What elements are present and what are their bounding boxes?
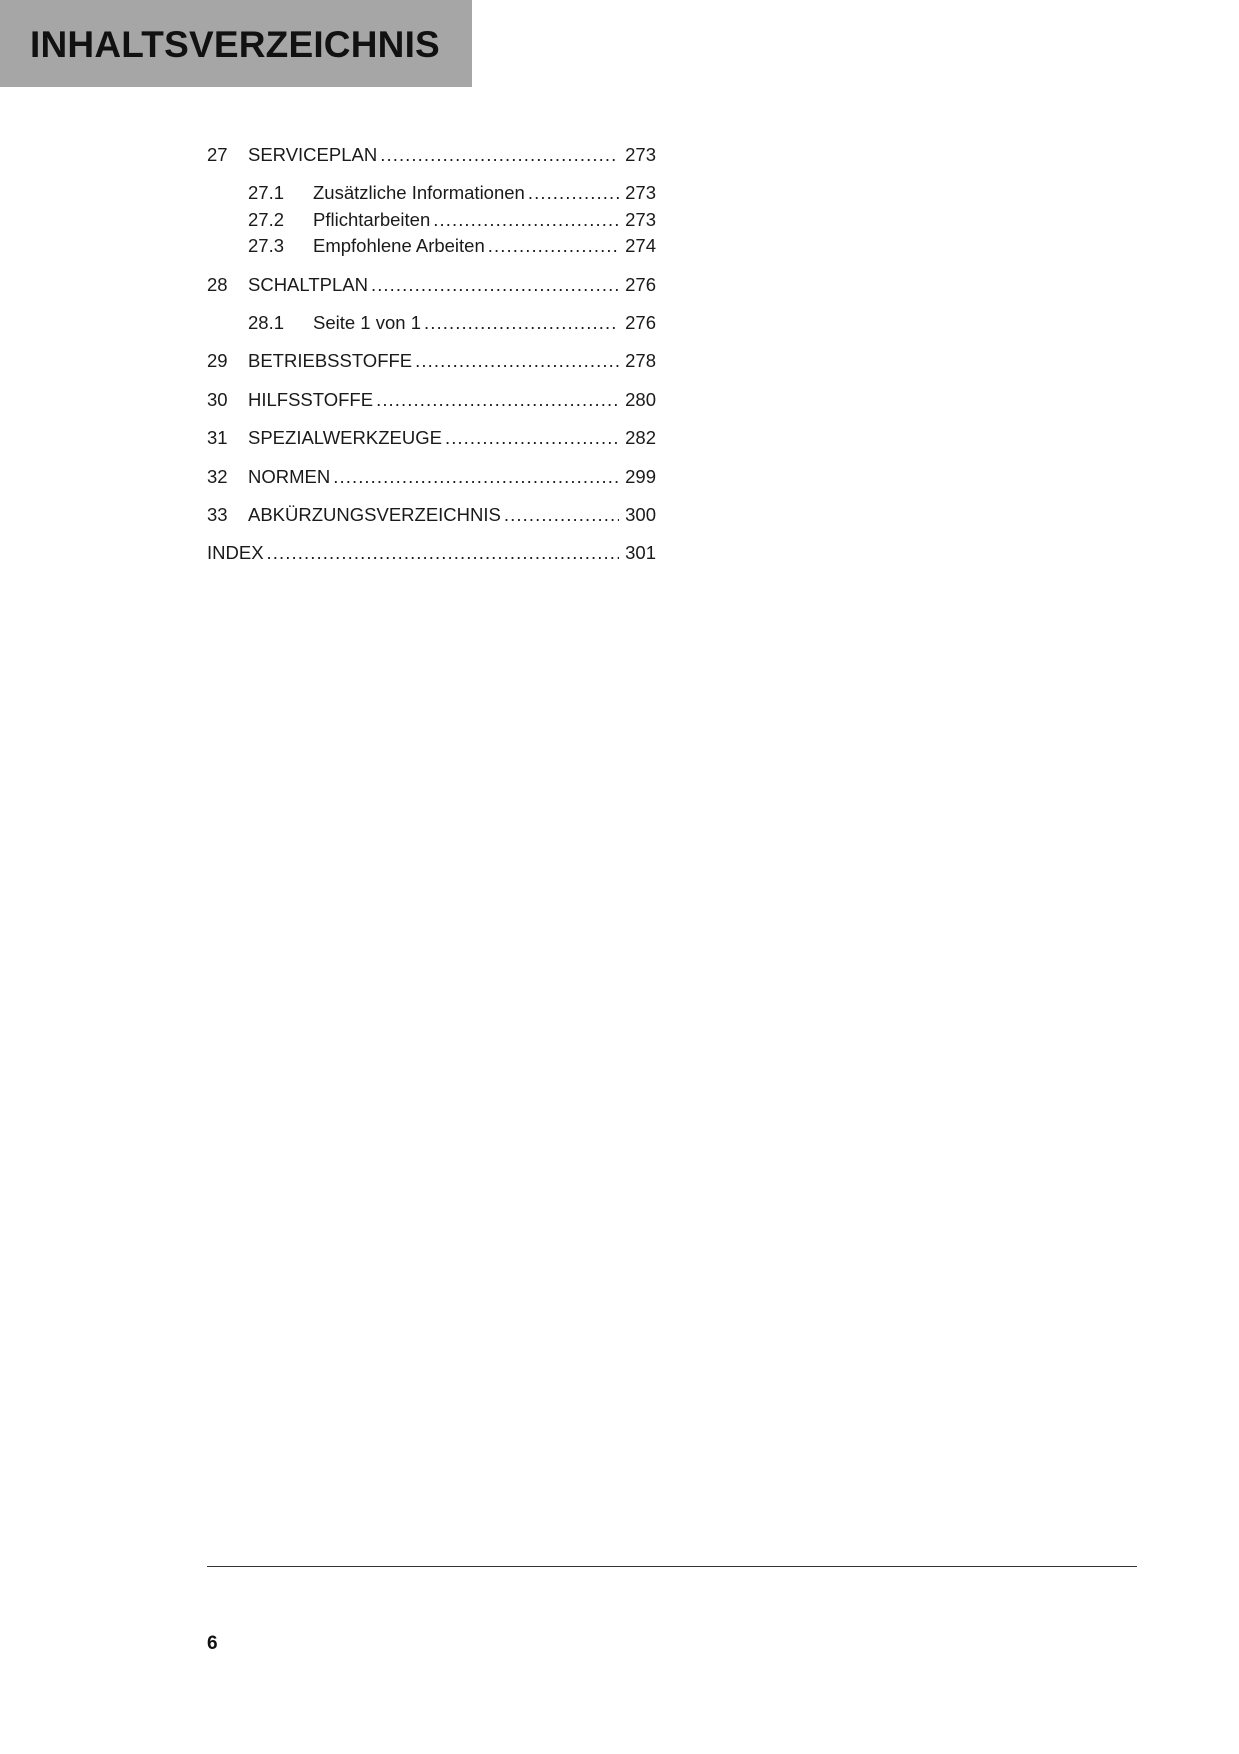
toc-entry-page: 273 xyxy=(625,209,656,230)
page-title: INHALTSVERZEICHNIS xyxy=(30,24,440,65)
toc-leader-dots xyxy=(488,235,619,257)
toc-entry-number: 31 xyxy=(207,427,228,448)
toc-leader-dots xyxy=(333,466,619,488)
toc-entry-title: ABKÜRZUNGSVERZEICHNIS xyxy=(248,504,501,525)
toc-entry-page: 273 xyxy=(625,144,656,165)
toc-entry-index[interactable] xyxy=(207,542,656,566)
toc-entry-title: SCHALTPLAN xyxy=(248,274,368,295)
toc-entry-number: 29 xyxy=(207,350,228,371)
footer-divider xyxy=(207,1566,1137,1567)
toc-leader-dots xyxy=(504,504,619,526)
toc-leader-dots xyxy=(371,274,619,296)
toc-entry-28[interactable] xyxy=(207,274,656,298)
toc-entry-title: Pflichtarbeiten xyxy=(313,209,431,230)
toc-entry-number: 27 xyxy=(207,144,228,165)
toc-entry-page: 299 xyxy=(625,466,656,487)
toc-entry-title: Zusätzliche Informationen xyxy=(313,182,525,203)
page-number: 6 xyxy=(207,1633,218,1654)
toc-entry-title: SERVICEPLAN xyxy=(248,144,378,165)
toc-entry-number: 27.1 xyxy=(248,182,285,203)
toc-entry-30[interactable] xyxy=(207,389,656,413)
toc-entry-title: NORMEN xyxy=(248,466,331,487)
toc-entry-title: HILFSSTOFFE xyxy=(248,389,374,410)
toc-entry-27-1[interactable] xyxy=(248,182,656,206)
toc-leader-dots xyxy=(528,182,619,204)
toc-entry-page: 301 xyxy=(625,542,656,563)
toc-entry-page: 276 xyxy=(625,274,656,295)
toc-entry-page: 273 xyxy=(625,182,656,203)
toc-leader-dots xyxy=(433,209,619,231)
toc-entry-title: BETRIEBSSTOFFE xyxy=(248,350,413,371)
toc-leader-dots xyxy=(380,144,619,166)
toc-entry-number: 28.1 xyxy=(248,312,285,333)
toc-entry-title: INDEX xyxy=(207,542,264,563)
toc-entry-number: 33 xyxy=(207,504,228,525)
toc-entry-page: 278 xyxy=(625,350,656,371)
toc-entry-27-2[interactable] xyxy=(248,209,656,233)
toc-entry-number: 27.2 xyxy=(248,209,285,230)
toc-leader-dots xyxy=(415,350,619,372)
toc-entry-page: 280 xyxy=(625,389,656,410)
toc-entry-page: 300 xyxy=(625,504,656,525)
toc-entry-title: SPEZIALWERKZEUGE xyxy=(248,427,442,448)
toc-entry-page: 282 xyxy=(625,427,656,448)
toc-entry-31[interactable] xyxy=(207,427,656,451)
toc-entry-32[interactable] xyxy=(207,466,656,490)
toc-entry-28-1[interactable] xyxy=(248,312,656,336)
toc-entry-title: Seite 1 von 1 xyxy=(313,312,421,333)
toc-entry-number: 30 xyxy=(207,389,228,410)
toc-entry-page: 276 xyxy=(625,312,656,333)
toc-entry-title: Empfohlene Arbeiten xyxy=(313,235,485,256)
toc-entry-page: 274 xyxy=(625,235,656,256)
toc-entry-27[interactable] xyxy=(207,144,656,168)
toc-entry-33[interactable] xyxy=(207,504,656,528)
toc-entry-29[interactable] xyxy=(207,350,656,374)
toc-leader-dots xyxy=(445,427,619,449)
toc-entry-number: 27.3 xyxy=(248,235,285,256)
toc-entry-27-3[interactable] xyxy=(248,235,656,259)
toc-entry-number: 32 xyxy=(207,466,228,487)
toc-leader-dots xyxy=(267,542,620,564)
toc-leader-dots xyxy=(376,389,619,411)
toc-entry-number: 28 xyxy=(207,274,228,295)
toc-leader-dots xyxy=(424,312,619,334)
